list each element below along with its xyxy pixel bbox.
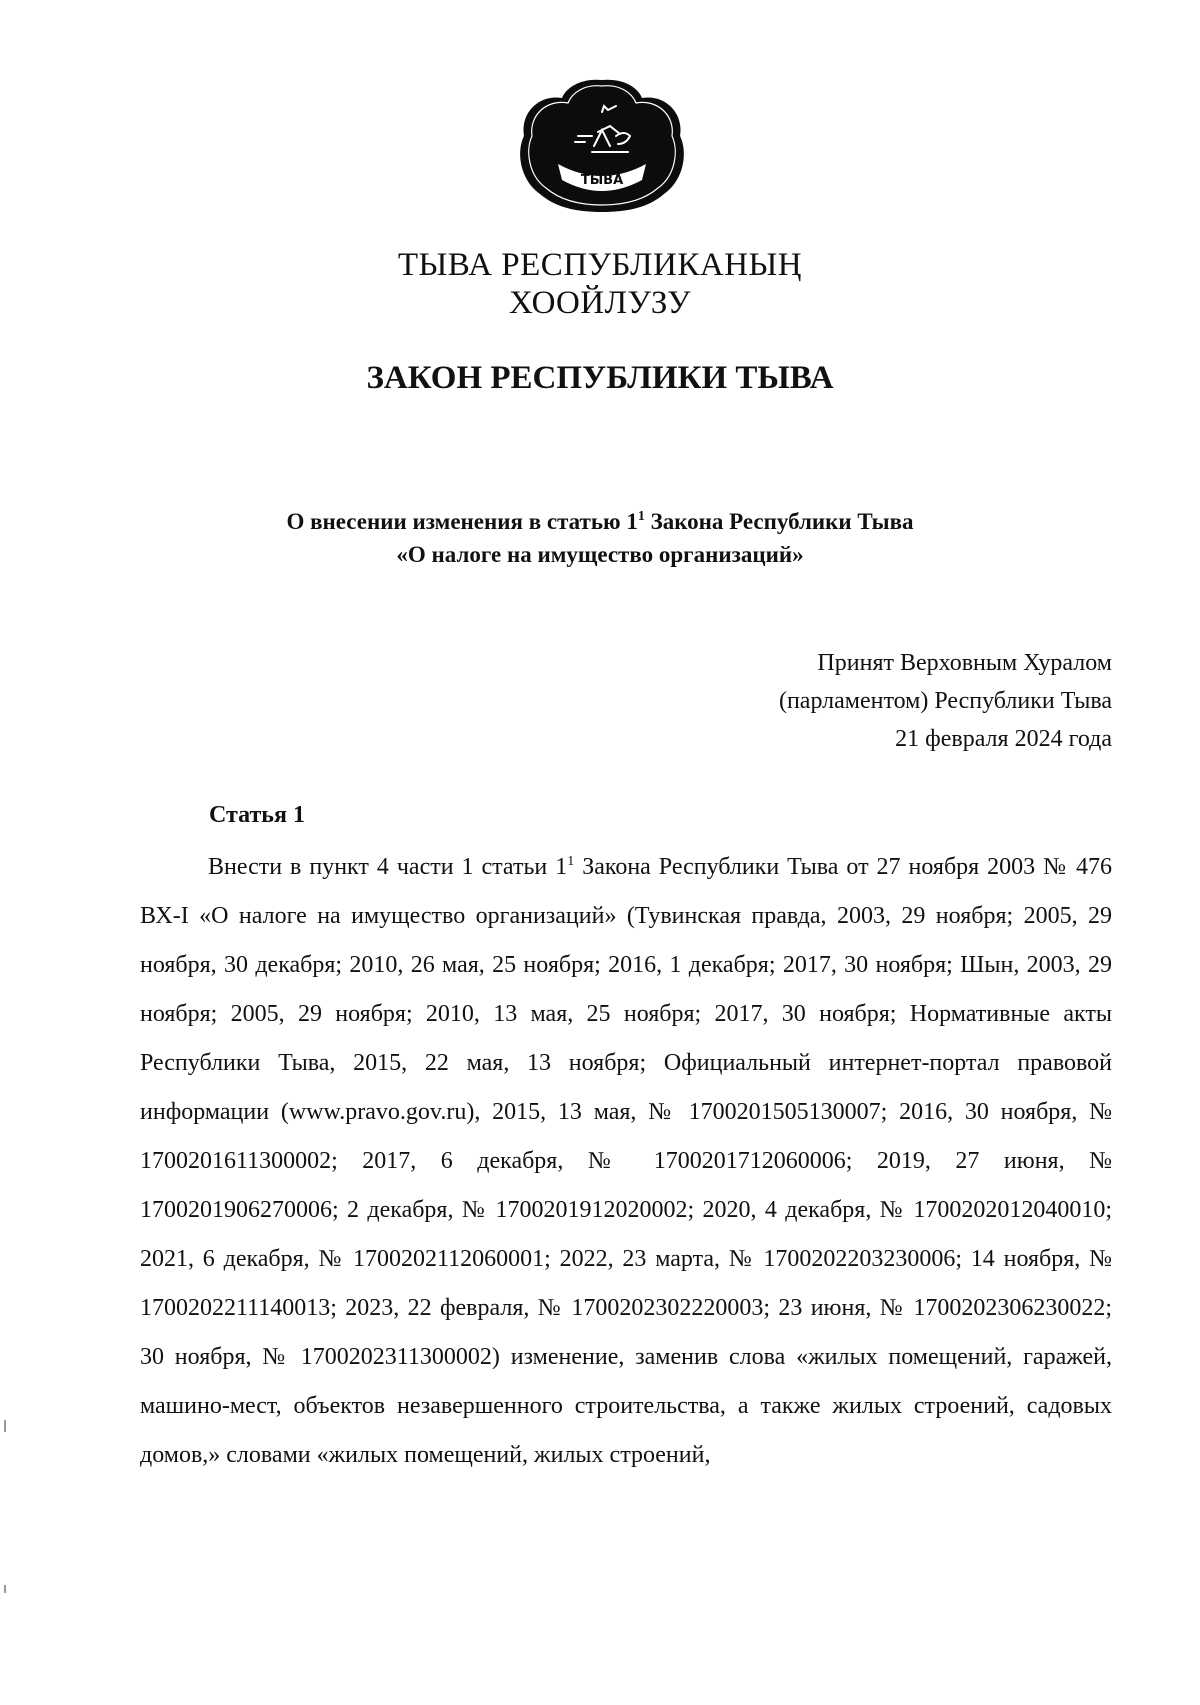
emblem-image [512, 76, 692, 214]
scan-artifact [4, 1420, 6, 1432]
superscript: 1 [567, 854, 575, 869]
superscript: 1 [637, 509, 645, 524]
adoption-date: 21 февраля 2024 года [895, 726, 1112, 752]
scan-artifact [4, 1585, 6, 1593]
adoption-line2: (парламентом) Республики Тыва [778, 688, 1112, 714]
tuvan-title [0, 246, 1200, 322]
law-title: ЗАКОН РЕСПУБЛИКИ ТЫВА [366, 360, 834, 396]
adoption-line1: Принят Верховным Хуралом [817, 650, 1112, 676]
tuvan-title-line2: ХООЙЛУЗУ [508, 285, 692, 321]
adoption-block [779, 644, 1112, 758]
article-heading: Статья 1 [209, 802, 305, 828]
emblem-text: ТЫВА [580, 173, 624, 188]
law-subject-line1: О внесении изменения в статью $1^1$ Закона Республики Тыва [286, 509, 914, 534]
law-subject [0, 505, 1200, 571]
tuvan-title-line1: ТЫВА РЕСПУБЛИКАНЫҢ [397, 247, 803, 283]
law-subject-line2: «О налоге на имущество организаций» [396, 542, 804, 567]
article-body: Внести в пункт 4 части 1 статьи $1^1$ Закона Республики Тыва от 27 ноября 2003 № 476 ВХ-I «О налоге на имущество организаций» (Тувинская правда, 2003, 29 ноября; 2005, 29 ноября, 30 декабря; 2010, 26 мая, 25 ноября; 2016, 1 декабря; 2017, 30 ноября; Шын, 2003, 29 ноября; 2005, 29 ноября; 2010, 13 мая, 25 ноября; 2017, 30 ноября; Нормативные акты Республики Тыва, 2015, 22 мая, 13 ноября; Официальный интернет-портал правовой информации (www.pravo.gov.ru), 2015, 13 мая, № 1700201505130007; 2016, 30 ноября, № 1700201611300002; 2017, 6 декабря, № 1700201712060006; 2019, 27 июня, № 1700201906270006; 2 декабря, № 1700201912020002; 2020, 4 декабря, № 1700202012040010; 2021, 6 декабря, № 1700202112060001; 2022, 23 марта, № 1700202203230006; 14 ноября, № 1700202211140013; 2023, 22 февраля, № 1700202302220003; 23 июня, № 1700202306230022; 30 ноября, № 1700202311300002) изменение, заменив слова «жилых помещений, гаражей, машино-мест, объектов незавершенного строительства, а также жилых строений, садовых домов,» словами «жилых помещений, жилых строений, [140, 854, 1113, 1468]
